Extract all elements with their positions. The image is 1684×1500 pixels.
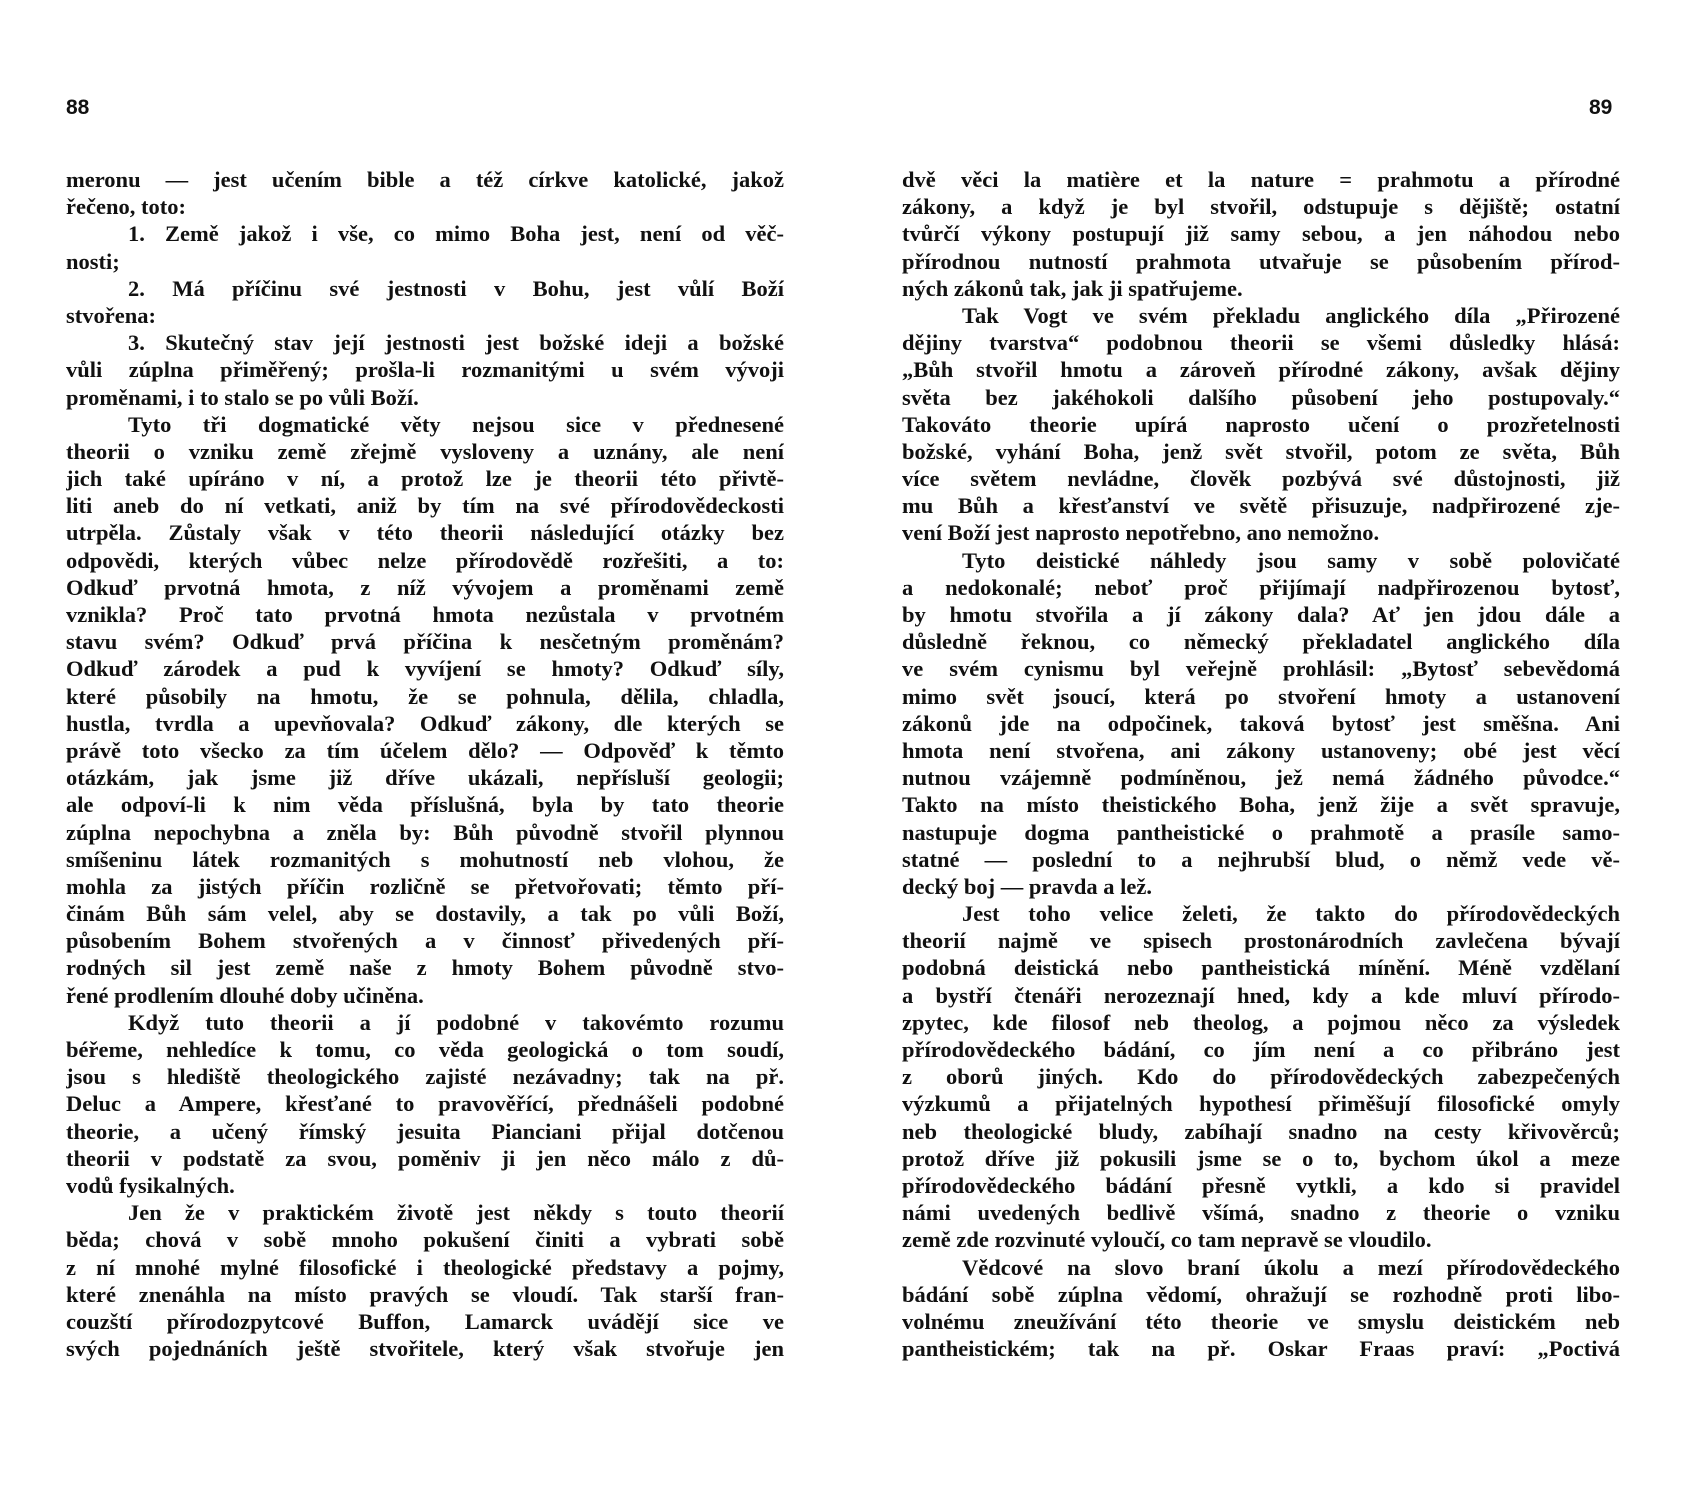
text-line: více světem nevládne, člověk pozbývá své důstojnosti, již <box>902 466 1620 492</box>
text-line: Deluc a Ampere, křesťané to pravověřící, přednášeli podobné <box>66 1091 784 1117</box>
text-line: námi uvedených bedlivě všímá, snadno z theorie o vzniku <box>902 1200 1620 1226</box>
text-line: hmota není stvořena, ani zákony ustanoveny; obé jest věcí <box>902 737 1620 763</box>
text-line: zákonů jde na odpočinek, taková bytosť jest směšna. Ani <box>902 710 1620 736</box>
text-line: utrpěla. Zůstaly však v této theorii následující otázky bez <box>66 520 784 546</box>
text-line: působením Bohem stvořených a v činnosť přivedených pří- <box>66 928 784 954</box>
text-line: vodů fysikalných. <box>66 1172 235 1198</box>
text-line: liti aneb do ní vetkati, aniž by tím na své přírodovědeckosti <box>66 493 784 519</box>
text-line: nutnou vzájemně podmíněnou, jež nemá žádného původce.“ <box>902 765 1620 791</box>
text-line: podobná deistická nebo pantheistická mínění. Méně vzdělaní <box>902 955 1620 981</box>
text-line: Tak Vogt ve svém překladu anglického díla „Přirozené <box>962 302 1620 328</box>
text-line: theorie, a učený římský jesuita Pianciani přijal dotčenou <box>66 1118 784 1144</box>
left-page-body <box>66 166 784 1362</box>
text-line: dvě věci la matière et la nature = prahmotu a přírodné <box>902 167 1620 192</box>
text-line: výzkumů a přijatelných hypothesí přiměšují filosofické omyly <box>902 1091 1620 1117</box>
text-line: couzští přírodozpytcové Buffon, Lamarck uvádějí sice ve <box>66 1308 784 1334</box>
text-line: právě toto všecko za tím účelem dělo? — Odpověď k těmto <box>66 737 784 763</box>
text-line: činám Bůh sám velel, aby se dostavily, a tak po vůli Boží, <box>66 901 784 927</box>
text-line: volnému zneužívání této theorie ve smyslu deistickém neb <box>902 1308 1620 1334</box>
text-line: smíšeninu látek rozmanitých s mohutností neb vlohou, že <box>66 846 784 872</box>
text-line: ných zákonů tak, jak ji spatřujeme. <box>902 275 1243 301</box>
text-line: statné — poslední to a nejhrubší blud, o němž vede vě- <box>902 846 1620 872</box>
text-line: vůli zúplna přiměřený; prošla-li rozmanitými u svém vývoji <box>66 357 784 383</box>
text-line: otázkám, jak jsme již dříve ukázali, nepřísluší geologii; <box>66 765 784 791</box>
text-line: přírodovědeckého bádání přesně vytkli, a kdo si pravidel <box>902 1172 1620 1198</box>
text-line: řené prodlením dlouhé doby učiněna. <box>66 982 424 1008</box>
text-line: mohla za jistých příčin rozličně se přetvořovati; těmto pří- <box>66 873 784 899</box>
text-line: světa bez jakéhokoli dalšího působení jeho postupovaly.“ <box>902 384 1620 410</box>
text-line: které působily na hmotu, že se pohnula, dělila, chladla, <box>66 683 784 709</box>
text-line: jsou s hlediště theologického zajisté nezávadny; tak na př. <box>66 1064 784 1090</box>
left-page-number: 88 <box>66 96 90 119</box>
text-line: a bystří čtenáři nerozeznají hned, kdy a kde mluví přírodo- <box>902 982 1620 1008</box>
text-line: Když tuto theorii a jí podobné v takovémto rozumu <box>128 1009 784 1035</box>
text-line: důsledně řeknou, co německý překladatel anglického díla <box>902 629 1620 655</box>
text-line: proměnami, i to stalo se po vůli Boží. <box>66 384 419 410</box>
text-line: dějiny tvarstva“ podobnou theorii se všemi důsledky hlásá: <box>902 330 1620 356</box>
text-line: hustla, tvrdla a upevňovala? Odkuď zákony, dle kterých se <box>66 710 784 736</box>
text-line: bádání sobě zúplna vědomí, ohražují se rozhodně proti libo- <box>902 1281 1620 1307</box>
text-line: ve svém cynismu byl veřejně prohlásil: „Bytosť sebevědomá <box>902 656 1620 682</box>
text-line: 2. Má příčinu své jestnosti v Bohu, jest vůlí Boží <box>128 275 784 301</box>
right-page-number: 89 <box>1589 96 1613 119</box>
text-line: ale odpoví-li k nim věda příslušná, byla by tato theorie <box>66 792 784 818</box>
text-line: přírodovědeckého bádání, co jím není a co přibráno jest <box>902 1037 1620 1062</box>
text-line: theorii v podstatě za svou, poměniv ji jen něco málo z dů- <box>66 1145 784 1171</box>
text-line: „Bůh stvořil hmotu a zároveň přírodné zákony, avšak dějiny <box>902 357 1620 383</box>
text-line: odpovědi, kterých vůbec nelze přírodovědě rozřešiti, a to: <box>66 547 784 573</box>
text-line: decký boj — pravda a lež. <box>902 873 1152 899</box>
text-line: zákony, a když je byl stvořil, odstupuje s dějiště; ostatní <box>902 194 1620 220</box>
text-line: řečeno, toto: <box>66 194 186 220</box>
text-line: zúplna nepochybna a zněla by: Bůh původně stvořil plynnou <box>66 819 784 845</box>
text-line: theorii o vzniku země zřejmě vysloveny a uznány, ale není <box>66 438 784 464</box>
text-line: které znenáhla na místo pravých se vloudí. Tak starší fran- <box>66 1281 784 1307</box>
text-line: svých pojednáních ještě stvořitele, který však stvořuje jen <box>66 1336 784 1362</box>
text-line: béřeme, nehledíce k tomu, co věda geologická o tom soudí, <box>66 1037 784 1062</box>
text-line: Takto na místo theistického Boha, jenž žije a svět spravuje, <box>902 792 1620 818</box>
text-line: 1. Země jakož i vše, co mimo Boha jest, není od věč- <box>128 221 784 247</box>
text-line: a nedokonalé; neboť proč přijímají nadpřirozenou bytosť, <box>902 574 1620 600</box>
text-line: by hmotu stvořila a jí zákony dala? Ať jen jdou dále a <box>902 602 1620 627</box>
text-line: pantheistickém; tak na př. Oskar Fraas praví: „Poctivá <box>902 1336 1620 1362</box>
text-line: Jen že v praktickém životě jest někdy s touto theorií <box>128 1200 784 1226</box>
text-line: zpytec, kde filosof neb theolog, a pojmou něco za výsledek <box>902 1009 1620 1035</box>
text-line: přírodnou nutností prahmota utvařuje se působením přírod- <box>902 248 1620 274</box>
text-line: rodných sil jest země naše z hmoty Bohem původně stvo- <box>66 955 784 981</box>
text-line: 3. Skutečný stav její jestnosti jest božské ideji a božské <box>128 330 784 356</box>
text-line: Jest toho velice želeti, že takto do přírodovědeckých <box>962 901 1620 927</box>
text-line: neb theologické bludy, zabíhají snadno na cesty křivověrců; <box>902 1118 1620 1144</box>
text-line: země zde rozvinuté vyloučí, co tam nepravě se vloudilo. <box>902 1227 1432 1253</box>
text-line: stavu svém? Odkuď prvá příčina k nesčetným proměnám? <box>66 629 784 655</box>
text-line: božské, vyhání Boha, jenž svět stvořil, potom ze světa, Bůh <box>902 438 1620 464</box>
text-line: vení Boží jest naprosto nepotřebno, ano nemožno. <box>902 520 1380 546</box>
text-line: běda; chová v sobě mnoho pokušení činiti a vybrati sobě <box>66 1227 784 1253</box>
text-line: theorií najmě ve spisech prostonárodních zavlečena bývají <box>902 928 1620 954</box>
text-line: protož dříve již pokusili jsme se o to, bychom úkol a meze <box>902 1145 1620 1171</box>
text-line: z oborů jiných. Kdo do přírodovědeckých zabezpečených <box>902 1064 1620 1090</box>
text-line: mimo svět jsoucí, která po stvoření hmoty a ustanovení <box>902 683 1620 709</box>
text-line: tvůrčí výkony postupují již samy sebou, a jen náhodou nebo <box>902 221 1620 247</box>
text-line: Vědcové na slovo braní úkolu a mezí přírodovědeckého <box>962 1254 1620 1280</box>
text-line: stvořena: <box>66 302 156 328</box>
text-line: Tyto tři dogmatické věty nejsou sice v přednesené <box>128 411 784 437</box>
text-line: jich také upíráno v ní, a protož lze je theorii této přivtě- <box>66 466 784 492</box>
text-line: meronu — jest učením bible a též církve katolické, jakož <box>66 167 784 192</box>
text-line: nastupuje dogma pantheistické o prahmotě a prasíle samo- <box>902 819 1620 845</box>
text-line: Takováto theorie upírá naprosto učení o prozřetelnosti <box>902 411 1620 437</box>
text-line: vznikla? Proč tato prvotná hmota nezůstala v prvotném <box>66 602 784 627</box>
text-line: Tyto deistické náhledy jsou samy v sobě polovičaté <box>962 547 1620 573</box>
text-line: Odkuď prvotná hmota, z níž vývojem a proměnami země <box>66 574 784 600</box>
text-line: nosti; <box>66 248 120 274</box>
text-line: Odkuď zárodek a pud k vyvíjení se hmoty? Odkuď síly, <box>66 656 784 682</box>
text-line: mu Bůh a křesťanství ve světě přisuzuje, nadpřirozené zje- <box>902 493 1620 519</box>
right-page-body <box>902 166 1620 1362</box>
text-line: z ní mnohé mylné filosofické i theologické představy a pojmy, <box>66 1254 784 1280</box>
